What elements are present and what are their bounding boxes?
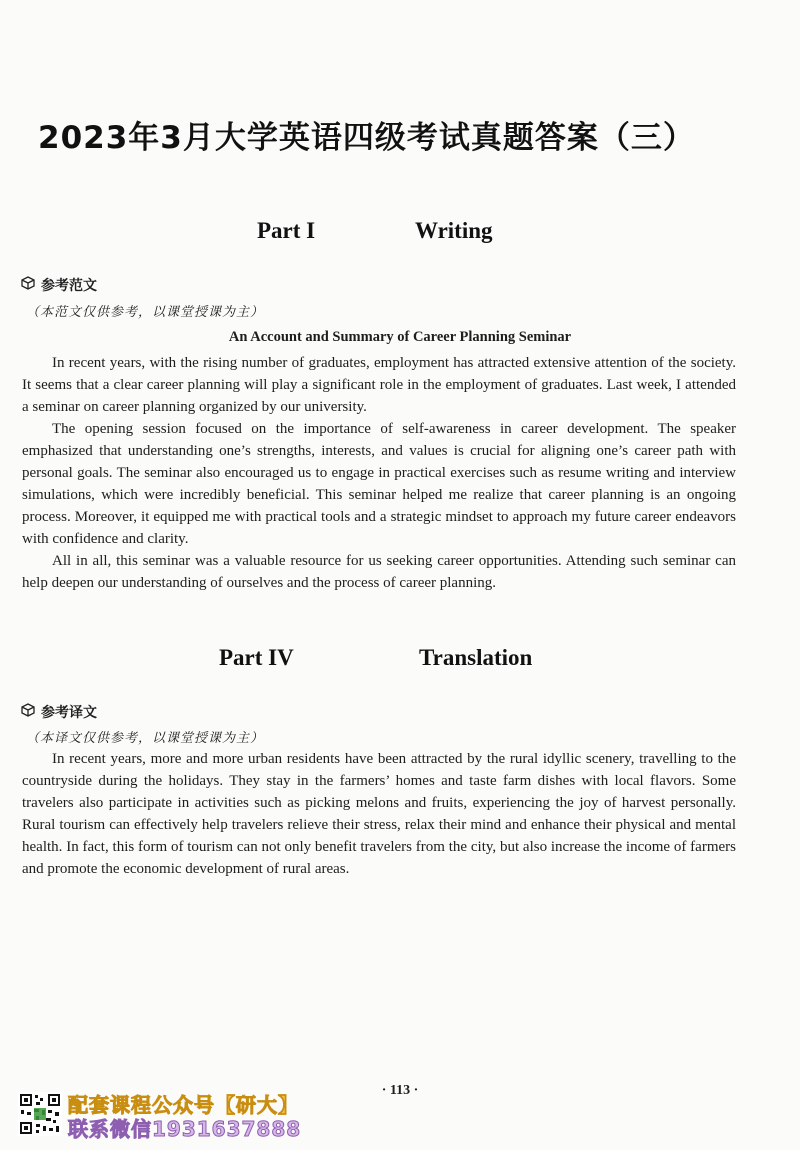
essay-paragraph: The opening session focused on the importance of self-awareness in career development. The speaker emphasized that understanding one’s strengths, interests, and values is crucial for aligning one’s career path with personal goals. The seminar also encouraged us to engage in practical exercises such as resume writing and interview simulations, which were incredibly beneficial. This seminar helped me realize that career planning is an ongoing process. Moreover, it equipped me with practical tools and a strategic mindset to approach my future career endeavors with confidence and clarity. [22,421,736,547]
qr-code-icon [18,1092,62,1141]
watermark [18,1092,301,1141]
part1-name: Writing [415,218,493,243]
essay-title: An Account and Summary of Career Planning Seminar [228,329,572,345]
part4-note: （本译文仅供参考，以课堂授课为主） [26,731,265,746]
cube-icon [21,276,35,294]
part4-number: Part IV [219,645,294,670]
essay-paragraph: All in all, this seminar was a valuable resource for us seeking career opportunities. Attending such seminar can help deepen our understanding of ourselves and the process of career planning. [22,553,736,591]
watermark-line-1: 配套课程公众号【研大】 [68,1092,299,1117]
part1-ref-text: 参考范文 [41,278,97,294]
translation-body [22,748,736,880]
part4-name: Translation [419,645,533,670]
cube-icon [21,703,35,721]
watermark-line-2: 联系微信1931637888 [68,1116,302,1141]
part4-ref-label [21,702,97,722]
part1-number: Part I [257,218,316,243]
essay-paragraph: In recent years, with the rising number of graduates, employment has attracted extensive attention of the society. It seems that a clear career planning will play a significant role in the employment of graduates. Last week, I attended a seminar on career planning organized by our university. [22,355,736,415]
part4-ref-text: 参考译文 [41,705,97,721]
part1-ref-label [21,275,97,295]
page-number: · 113 · [381,1083,419,1098]
part1-note: （本范文仅供参考，以课堂授课为主） [26,305,265,320]
essay-body [22,352,736,594]
translation-paragraph: In recent years, more and more urban residents have been attracted by the rural idyllic scenery, travelling to the countryside during the holidays. They stay in the farmers’ homes and taste farm dishes with local flavors. Some travelers also participate in activities such as picking melons and fruits, experiencing the joy of harvest personally. Rural tourism can effectively help travelers relieve their stress, relax their mind and enhance their physical and mental health. In fact, this form of tourism can not only benefit travelers from the city, but also increase the income of farmers and promote the economic development of rural areas. [22,751,736,877]
page-title: 2023年3月大学英语四级考试真题答案（三） [38,120,695,156]
